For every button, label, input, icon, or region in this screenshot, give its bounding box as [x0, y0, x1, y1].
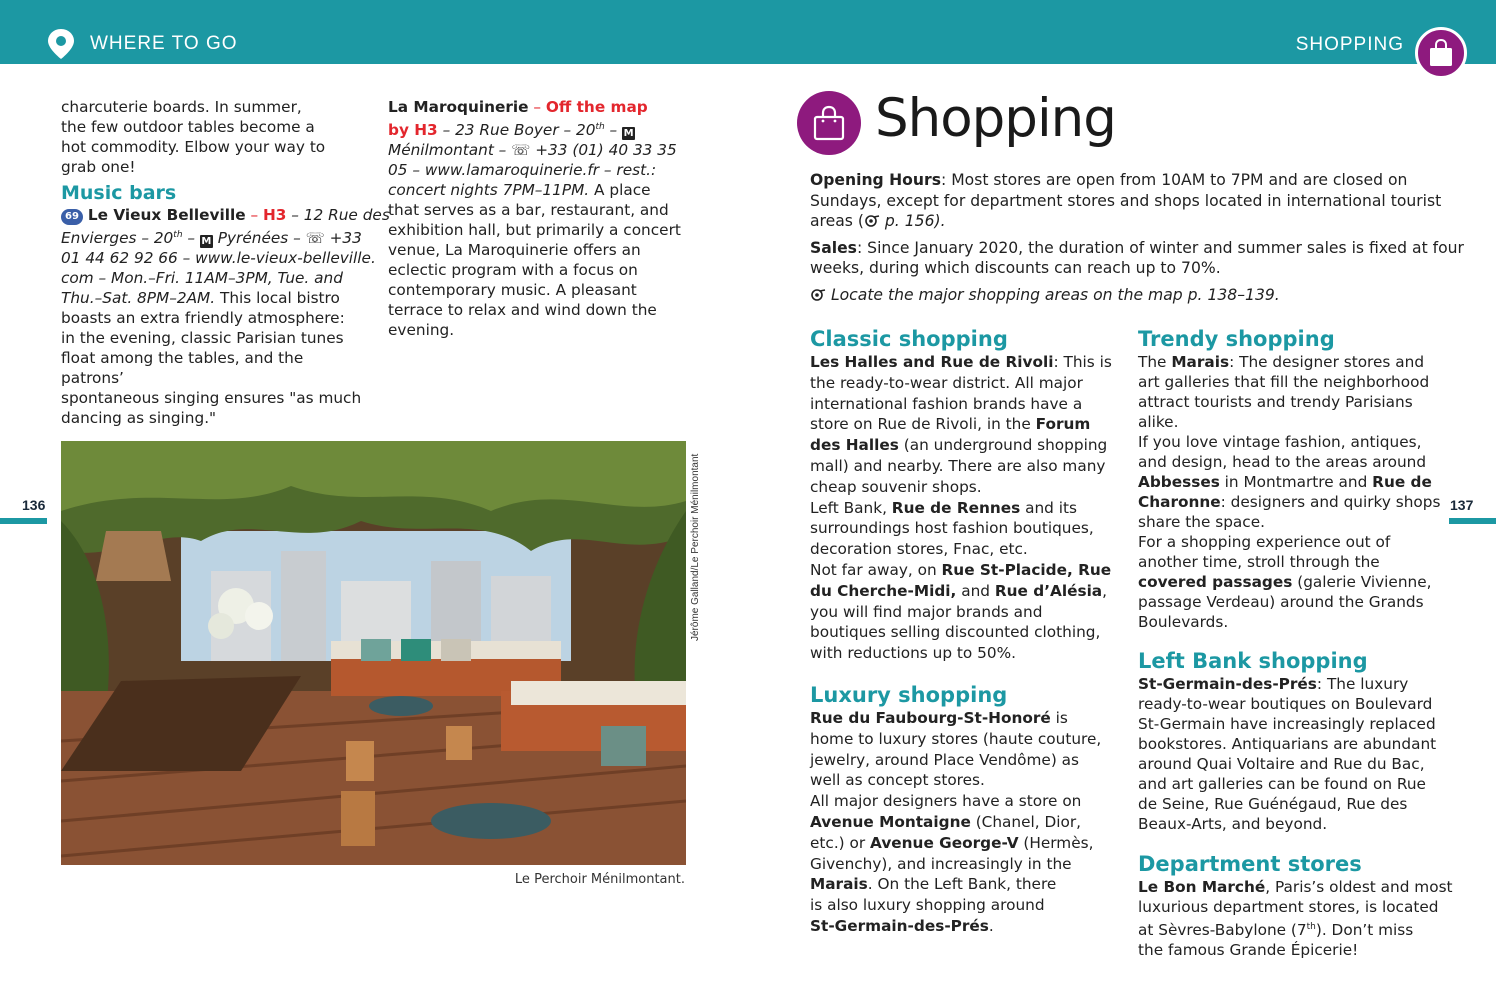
description-text: exhibition hall, but primarily a concert — [388, 221, 681, 240]
dash: – — [604, 121, 623, 140]
map-reference-icon — [864, 215, 880, 227]
contact-text: 05 – www.lamaroquinerie.fr – rest.: — [388, 161, 657, 180]
bold-term: covered passages — [1138, 573, 1293, 591]
text-line: home to luxury stores (haute couture, — [810, 729, 1102, 748]
address-text: – 12 Rue des — [286, 206, 390, 224]
venue-name: Le Vieux Belleville — [87, 206, 246, 224]
text-line: Boulevards. — [1138, 613, 1229, 631]
bold-term: Avenue George-V — [870, 833, 1019, 852]
photo-credit — [690, 441, 704, 641]
dash: – — [182, 229, 200, 248]
dash: – — [245, 206, 263, 224]
text-line: you will find major brands and — [810, 602, 1043, 621]
description-text: venue, La Maroquinerie offers an — [388, 241, 641, 260]
text-line: attract tourists and trendy Parisians — [1138, 393, 1413, 411]
superscript: th — [595, 122, 605, 132]
text-line: areas ( — [810, 212, 864, 230]
text-line: the famous Grande Épicerie! — [1138, 941, 1359, 960]
venue-name: La Maroquinerie — [388, 98, 529, 116]
section-heading: Trendy shopping — [1138, 327, 1335, 351]
page-title: Shopping — [875, 88, 1116, 149]
section-classic-shopping — [810, 326, 1110, 664]
venue-number-badge: 69 — [61, 209, 83, 225]
text-line: art galleries that fill the neighborhood — [1138, 373, 1430, 391]
left-column-1 — [61, 97, 390, 428]
text-line: All major designers have a store on — [810, 792, 1082, 811]
shopping-bag-icon — [1415, 27, 1467, 79]
description-text: dancing as singing." — [61, 409, 217, 428]
text-line: in Montmartre and — [1219, 473, 1373, 491]
page-reference: p. 156). — [879, 212, 946, 230]
bold-term: St-Germain-des-Prés — [1138, 675, 1317, 693]
metro-station: Pyrénées – — [212, 229, 306, 248]
text-line: (Chanel, Dior, — [970, 812, 1082, 831]
text-line: the ready-to-wear district. All major — [810, 373, 1083, 392]
venue-la-maroquinerie — [388, 97, 688, 340]
section-heading: Luxury shopping — [810, 683, 1008, 707]
hours-text: com – Mon.–Fri. 11AM–3PM, Tue. and — [61, 269, 343, 288]
bold-term: Rue du Faubourg-St-Honoré — [810, 709, 1051, 727]
phone-text: +33 (01) 40 33 35 — [530, 141, 677, 160]
photo-credit-text: Jérôme Galland/Le Perchoir Ménilmontant — [690, 453, 701, 641]
description-text: This local bistro — [215, 289, 340, 308]
bold-term: Rue de — [1372, 473, 1432, 491]
text-line: bookstores. Antiquarians are abundant — [1138, 735, 1437, 753]
shopping-intro — [810, 170, 1464, 305]
text-line: St-Germain have increasingly replaced — [1138, 715, 1436, 733]
text-line: (an underground shopping — [898, 436, 1108, 455]
description-text: spontaneous singing ensures "as much — [61, 389, 362, 408]
map-grid-ref: by H3 — [388, 121, 438, 140]
text-line: alike. — [1138, 413, 1179, 431]
bold-term: Les Halles and Rue de Rivoli — [810, 353, 1054, 371]
opening-hours-label: Opening Hours — [810, 171, 941, 189]
text-line: : Since January 2020, the duration of winter and summer sales is fixed at four — [856, 238, 1464, 257]
description-text: in the evening, classic Parisian tunes — [61, 329, 344, 348]
section-label-left: WHERE TO GO — [90, 33, 238, 54]
text-line: jewelry, around Place Vendôme) as — [810, 750, 1080, 769]
description-text: boasts an extra friendly atmosphere: — [61, 309, 345, 328]
text-line: share the space. — [1138, 513, 1265, 531]
text-line: (Hermès, — [1018, 833, 1094, 852]
text-line: Givenchy), and increasingly in the — [810, 854, 1072, 873]
section-department-stores — [1138, 851, 1458, 960]
text-line: mall) and nearby. There are also many — [810, 456, 1106, 475]
intro-paragraph — [61, 97, 371, 177]
address-text: Envierges – 20 — [61, 229, 174, 248]
text-line: : This is — [1053, 353, 1112, 371]
contact-text: 01 44 62 92 66 – www.le-vieux-belleville. — [61, 249, 376, 268]
shopping-bag-icon — [797, 91, 861, 155]
description-text: float among the tables, and the patrons’ — [61, 349, 304, 388]
text-line: and its — [1020, 498, 1077, 517]
bold-term: Marais — [810, 875, 868, 894]
text-line: Beaux-Arts, and beyond. — [1138, 815, 1328, 833]
text-line: grab one! — [61, 158, 136, 176]
text-line: charcuterie boards. In summer, — [61, 98, 302, 116]
text-line: The — [1138, 353, 1172, 371]
section-heading: Classic shopping — [810, 327, 1008, 351]
address-text: – 23 Rue Boyer – 20 — [437, 121, 596, 140]
phone-text: +33 — [324, 229, 362, 248]
description-text: eclectic program with a focus on — [388, 261, 638, 280]
description-text: contemporary music. A pleasant — [388, 281, 637, 300]
text-line: surroundings host fashion boutiques, — [810, 519, 1094, 538]
sales-label: Sales — [810, 238, 857, 257]
text-line: (galerie Vivienne, — [1292, 573, 1432, 591]
opening-hours-paragraph — [810, 170, 1450, 232]
text-line: is also luxury shopping around — [810, 896, 1045, 915]
text-line: hot commodity. Elbow your way to — [61, 138, 326, 156]
music-bars-heading: Music bars — [61, 182, 177, 204]
bold-term: Forum — [1035, 415, 1091, 434]
text-line: decoration stores, Fnac, etc. — [810, 540, 1028, 559]
phone-icon: ☏ — [305, 229, 325, 248]
text-line: : designers and quirky shops — [1220, 493, 1441, 511]
description-text: that serves as a bar, restaurant, and — [388, 201, 669, 220]
section-trendy-shopping — [1138, 326, 1448, 632]
text-line: the few outdoor tables become a — [61, 118, 315, 136]
map-grid-ref: Off the map — [545, 98, 648, 116]
text-line: well as concept stores. — [810, 771, 985, 790]
page-number-right: 137 — [1450, 497, 1474, 513]
bold-term: Charonne — [1138, 493, 1221, 511]
text-line: , — [1102, 581, 1108, 600]
text-line: boutiques selling discounted clothing, — [810, 623, 1101, 642]
text-line: . — [988, 916, 994, 935]
map-grid-ref: H3 — [262, 206, 287, 224]
dash: – — [528, 98, 546, 116]
map-pin-icon — [46, 28, 76, 60]
hours-text: concert nights 7PM–11PM. — [388, 181, 590, 200]
text-line: ). Don’t miss — [1315, 921, 1414, 940]
text-line: . On the Left Bank, there — [867, 875, 1057, 894]
phone-icon: ☏ — [511, 141, 531, 160]
left-column-2 — [388, 97, 688, 340]
text-line: international fashion brands have a — [810, 394, 1083, 413]
bold-term: Avenue Montaigne — [810, 812, 971, 831]
page-number-left: 136 — [22, 497, 46, 513]
page-number-bar-left — [0, 518, 47, 524]
text-line: : The designer stores and — [1229, 353, 1425, 371]
text-line: store on Rue de Rivoli, in the — [810, 415, 1036, 434]
section-heading: Left Bank shopping — [1138, 649, 1368, 673]
description-text: A place — [589, 181, 651, 200]
text-line: passage Verdeau) around the Grands — [1138, 593, 1424, 611]
metro-icon: M — [623, 128, 634, 140]
text-line: If you love vintage fashion, antiques, — [1138, 433, 1422, 451]
metro-station: Ménilmontant – — [388, 141, 512, 160]
text-line: with reductions up to 50%. — [810, 644, 1016, 663]
text-line: de Seine, Rue Guénégaud, Rue des — [1138, 795, 1408, 813]
text-line: cheap souvenir shops. — [810, 477, 982, 496]
description-text: evening. — [388, 321, 455, 340]
text-line: : The luxury — [1316, 675, 1409, 693]
map-locate-note — [810, 285, 1450, 306]
page-header — [0, 0, 1496, 64]
bold-term: St-Germain-des-Prés — [810, 916, 989, 935]
map-reference-icon — [810, 289, 826, 301]
text-line: ready-to-wear boutiques on Boulevard — [1138, 695, 1433, 713]
text-line: is — [1050, 709, 1068, 727]
bold-term: Rue de Rennes — [891, 498, 1021, 517]
metro-icon: M — [201, 236, 212, 248]
bold-term: des Halles — [810, 436, 899, 455]
sales-paragraph — [810, 238, 1464, 279]
locate-text: Locate the major shopping areas on the map p. 138–139. — [826, 285, 1280, 304]
photo-caption: Le Perchoir Ménilmontant. — [514, 872, 685, 887]
superscript: th — [1306, 922, 1316, 932]
text-line: at Sèvres-Babylone (7 — [1138, 921, 1307, 940]
text-line: Sundays, except for department stores and shops located in international tourist — [810, 191, 1442, 210]
header-left — [46, 28, 238, 60]
bold-term: Rue d’Alésia — [994, 581, 1103, 600]
text-line: another time, stroll through the — [1138, 553, 1380, 571]
bold-term: Rue St-Placide, Rue — [941, 560, 1112, 579]
bold-term: Le Bon Marché — [1138, 878, 1266, 896]
section-luxury-shopping — [810, 682, 1110, 937]
venue-le-vieux-belleville — [61, 205, 390, 428]
text-line: and — [956, 581, 995, 600]
bold-term: Abbesses — [1138, 473, 1220, 491]
section-label-right: SHOPPING — [1295, 34, 1404, 55]
page-number-bar-right — [1449, 518, 1496, 524]
text-line: : Most stores are open from 10AM to 7PM and are closed on — [940, 171, 1408, 189]
terrace-photo — [61, 441, 686, 865]
superscript: th — [173, 230, 183, 240]
text-line: Not far away, on — [810, 560, 942, 579]
hours-text: Thu.–Sat. 8PM–2AM. — [61, 289, 216, 308]
text-line: Left Bank, — [810, 498, 892, 517]
text-line: For a shopping experience out of — [1138, 533, 1391, 551]
text-line: around Quai Voltaire and Rue du Bac, — [1138, 755, 1425, 773]
bold-term: du Cherche-Midi, — [810, 581, 957, 600]
description-text: terrace to relax and wind down the — [388, 301, 657, 320]
section-heading: Department stores — [1138, 852, 1362, 876]
text-line: luxurious department stores, is located — [1138, 898, 1439, 916]
bold-term: Marais — [1171, 353, 1230, 371]
text-line: weeks, during which discounts can reach up to 70%. — [810, 259, 1221, 277]
text-line: , Paris’s oldest and most — [1265, 878, 1453, 896]
text-line: etc.) or — [810, 833, 871, 852]
text-line: and art galleries can be found on Rue — [1138, 775, 1426, 793]
text-line: and design, head to the areas around — [1138, 453, 1427, 471]
section-left-bank-shopping — [1138, 648, 1448, 834]
